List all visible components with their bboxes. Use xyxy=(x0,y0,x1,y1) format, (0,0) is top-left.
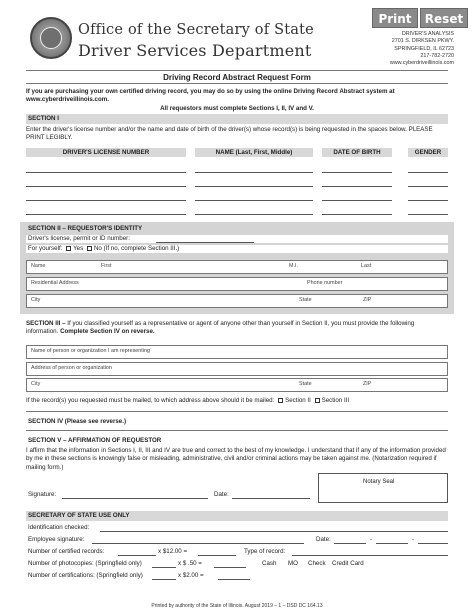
city-label: City xyxy=(31,381,41,387)
payment-money-order[interactable]: MO xyxy=(288,560,298,567)
id-checked-label: Identification checked: xyxy=(28,524,90,531)
certifications-label: Number of certifications: (Springfield only) xyxy=(28,572,143,579)
section1-bar xyxy=(26,114,448,124)
name-field[interactable] xyxy=(26,260,448,274)
photocopies-total-input[interactable] xyxy=(214,567,246,568)
license-input-4[interactable] xyxy=(26,214,186,215)
section3-note: Complete Section IV on reverse. xyxy=(60,328,155,336)
signature-input[interactable] xyxy=(62,498,208,499)
col-license: DRIVER'S LICENSE NUMBER xyxy=(26,148,186,157)
name-input-2[interactable] xyxy=(195,186,313,187)
address-line: DRIVER'S ANALYSIS xyxy=(401,31,454,37)
notary-seal-label: Notary Seal xyxy=(363,479,395,485)
section3-label: SECTION III – xyxy=(26,320,66,327)
dob-input-2[interactable] xyxy=(322,186,392,187)
section3-option-label: Section III xyxy=(321,397,350,404)
photocopies-label: Number of photocopies: (Springfield only) xyxy=(28,560,142,567)
name-label: Name xyxy=(31,263,46,269)
phone-label: Phone number xyxy=(307,280,343,286)
name-input-1[interactable] xyxy=(195,172,313,173)
name-input-4[interactable] xyxy=(195,214,313,215)
divider xyxy=(26,411,448,412)
section1-label: SECTION I xyxy=(28,115,59,122)
gender-input-4[interactable] xyxy=(408,214,448,215)
photocopy-rate: x $ .50 = xyxy=(178,560,202,567)
represented-address-field[interactable] xyxy=(26,362,448,376)
represented-name-label: Name of person or organization I am representing xyxy=(31,348,150,354)
address-line: 2701 S. DIRKSEN PKWY. xyxy=(391,38,454,45)
section2-label: SECTION II – REQUESTOR'S IDENTITY xyxy=(28,225,143,232)
section3-instructions: If you classified yourself as a representative or agent of anyone other than yourself in Section II, you must provide the following information. xyxy=(26,320,415,336)
section3-text xyxy=(26,320,448,337)
divider xyxy=(26,83,448,84)
footer-text: Printed by authority of the State of Illinois. August 2019 – 1 – DSD DC 164.13 xyxy=(151,603,323,609)
represented-city-field[interactable] xyxy=(26,378,448,392)
certified-records-label: Number of certified records: xyxy=(28,548,105,555)
divider xyxy=(26,70,448,71)
payment-cash[interactable]: Cash xyxy=(262,560,277,567)
date-input[interactable] xyxy=(232,498,310,499)
dob-input-4[interactable] xyxy=(322,214,392,215)
license-input-1[interactable] xyxy=(26,172,186,173)
residential-address-label: Residential Address xyxy=(31,280,79,286)
record-type-label: Type of record: xyxy=(244,548,286,555)
dob-input-1[interactable] xyxy=(322,172,392,173)
employee-signature-label: Employee signature: xyxy=(28,536,85,543)
certified-rate: x $12.00 = xyxy=(158,548,188,555)
name-input-3[interactable] xyxy=(195,200,313,201)
department-address xyxy=(390,31,454,67)
section1-instructions: Enter the driver's license number and/or the name and date of birth of the driver(s) whose record(s) is being requested in the spaces below. PLEASE PRINT LEGIBLY. xyxy=(26,126,433,142)
photocopies-input[interactable] xyxy=(152,567,176,568)
city-state-zip-field[interactable] xyxy=(26,294,448,308)
sos-date-year-input[interactable] xyxy=(418,543,448,544)
form-title: Driving Record Abstract Request Form xyxy=(163,73,311,82)
office-title: Office of the Secretary of State xyxy=(78,22,314,38)
employee-signature-input[interactable] xyxy=(92,543,304,544)
section5-label: SECTION V – AFFIRMATION OF REQUESTOR xyxy=(28,437,162,444)
website-line: www.cyberdriveillinois.com xyxy=(389,60,454,67)
license-input-3[interactable] xyxy=(26,200,186,201)
col-name: NAME (Last, First, Middle) xyxy=(195,148,313,157)
intro-requirement: All requestors must complete Sections I, II, IV and V. xyxy=(160,105,314,112)
payment-check[interactable]: Check xyxy=(308,560,326,567)
affirmation-text: I affirm that the information in Sections I, II, III and IV are true and correct to the best of my knowledge. I understand that if any of the information provided by me in these sections is knowingly false or misleading, administrative, civil and/or criminal actions may be taken against me. (Notarization required if mailing form.) xyxy=(26,447,446,471)
sos-date-label: Date: xyxy=(316,536,331,543)
residential-address-field[interactable] xyxy=(26,277,448,291)
signature-label: Signature: xyxy=(28,491,57,498)
date-separator: - xyxy=(412,536,415,543)
yes-label: Yes xyxy=(73,245,84,252)
record-type-input[interactable] xyxy=(292,555,448,556)
mail-question-row xyxy=(26,397,448,405)
col-gender: GENDER xyxy=(408,148,448,157)
department-title: Driver Services Department xyxy=(78,41,312,60)
sos-date-month-input[interactable] xyxy=(334,543,366,544)
dob-input-3[interactable] xyxy=(322,200,392,201)
first-label: First xyxy=(101,263,112,269)
section2-option-label: Section II xyxy=(285,397,311,404)
intro-text: If you are purchasing your own certified driving record, you may do so by using the online Driving Record Abstract system at www.cyberdriveillinois.com. xyxy=(26,88,395,104)
state-seal-logo xyxy=(30,17,72,59)
notary-seal-box xyxy=(318,473,448,503)
gender-input-3[interactable] xyxy=(408,200,448,201)
license-input-2[interactable] xyxy=(26,186,186,187)
state-label: State xyxy=(299,297,312,303)
date-separator: - xyxy=(370,536,373,543)
col-dob: DATE OF BIRTH xyxy=(322,148,392,157)
dl-number-label: Driver's license, permit or ID number: xyxy=(28,235,130,242)
reset-button[interactable]: Reset xyxy=(420,8,468,28)
certified-records-input[interactable] xyxy=(118,555,156,556)
certifications-total-input[interactable] xyxy=(218,579,250,580)
no-label: No (If no, complete Section III.) xyxy=(93,245,180,252)
certifications-input[interactable] xyxy=(152,579,176,580)
for-yourself-row xyxy=(26,245,448,253)
divider xyxy=(26,430,448,431)
section2-checkbox[interactable] xyxy=(278,398,283,403)
certified-total-input[interactable] xyxy=(198,555,236,556)
mi-label: M.I. xyxy=(289,263,298,269)
no-checkbox[interactable] xyxy=(87,246,92,251)
state-label: State xyxy=(299,381,312,387)
for-yourself-label: For yourself: xyxy=(28,245,63,252)
section3-checkbox[interactable] xyxy=(315,398,320,403)
payment-credit-card[interactable]: Credit Card xyxy=(332,560,364,567)
zip-label: ZIP xyxy=(363,381,372,387)
dl-number-input[interactable] xyxy=(156,242,254,243)
id-checked-input[interactable] xyxy=(100,531,448,532)
gender-input-1[interactable] xyxy=(408,172,448,173)
sos-use-label: SECRETARY OF STATE USE ONLY xyxy=(28,512,130,519)
sos-date-day-input[interactable] xyxy=(376,543,408,544)
last-label: Last xyxy=(361,263,372,269)
print-button[interactable]: Print xyxy=(372,8,418,28)
section4-label: SECTION IV (Please see reverse.) xyxy=(28,418,127,425)
yes-checkbox[interactable] xyxy=(66,246,71,251)
represented-name-field[interactable] xyxy=(26,345,448,359)
city-label: City xyxy=(31,297,41,303)
gender-input-2[interactable] xyxy=(408,186,448,187)
mail-question: If the record(s) you requested must be mailed, to which address above should it be mailed: xyxy=(26,397,275,404)
represented-address-label: Address of person or organization xyxy=(31,365,112,371)
phone-line: 217-782-2720 xyxy=(420,52,454,59)
date-label: Date: xyxy=(214,491,229,498)
certification-rate: x $2.00 = xyxy=(178,572,204,579)
zip-label: ZIP xyxy=(363,297,372,303)
address-line: SPRINGFIELD, IL 62723 xyxy=(394,45,454,52)
